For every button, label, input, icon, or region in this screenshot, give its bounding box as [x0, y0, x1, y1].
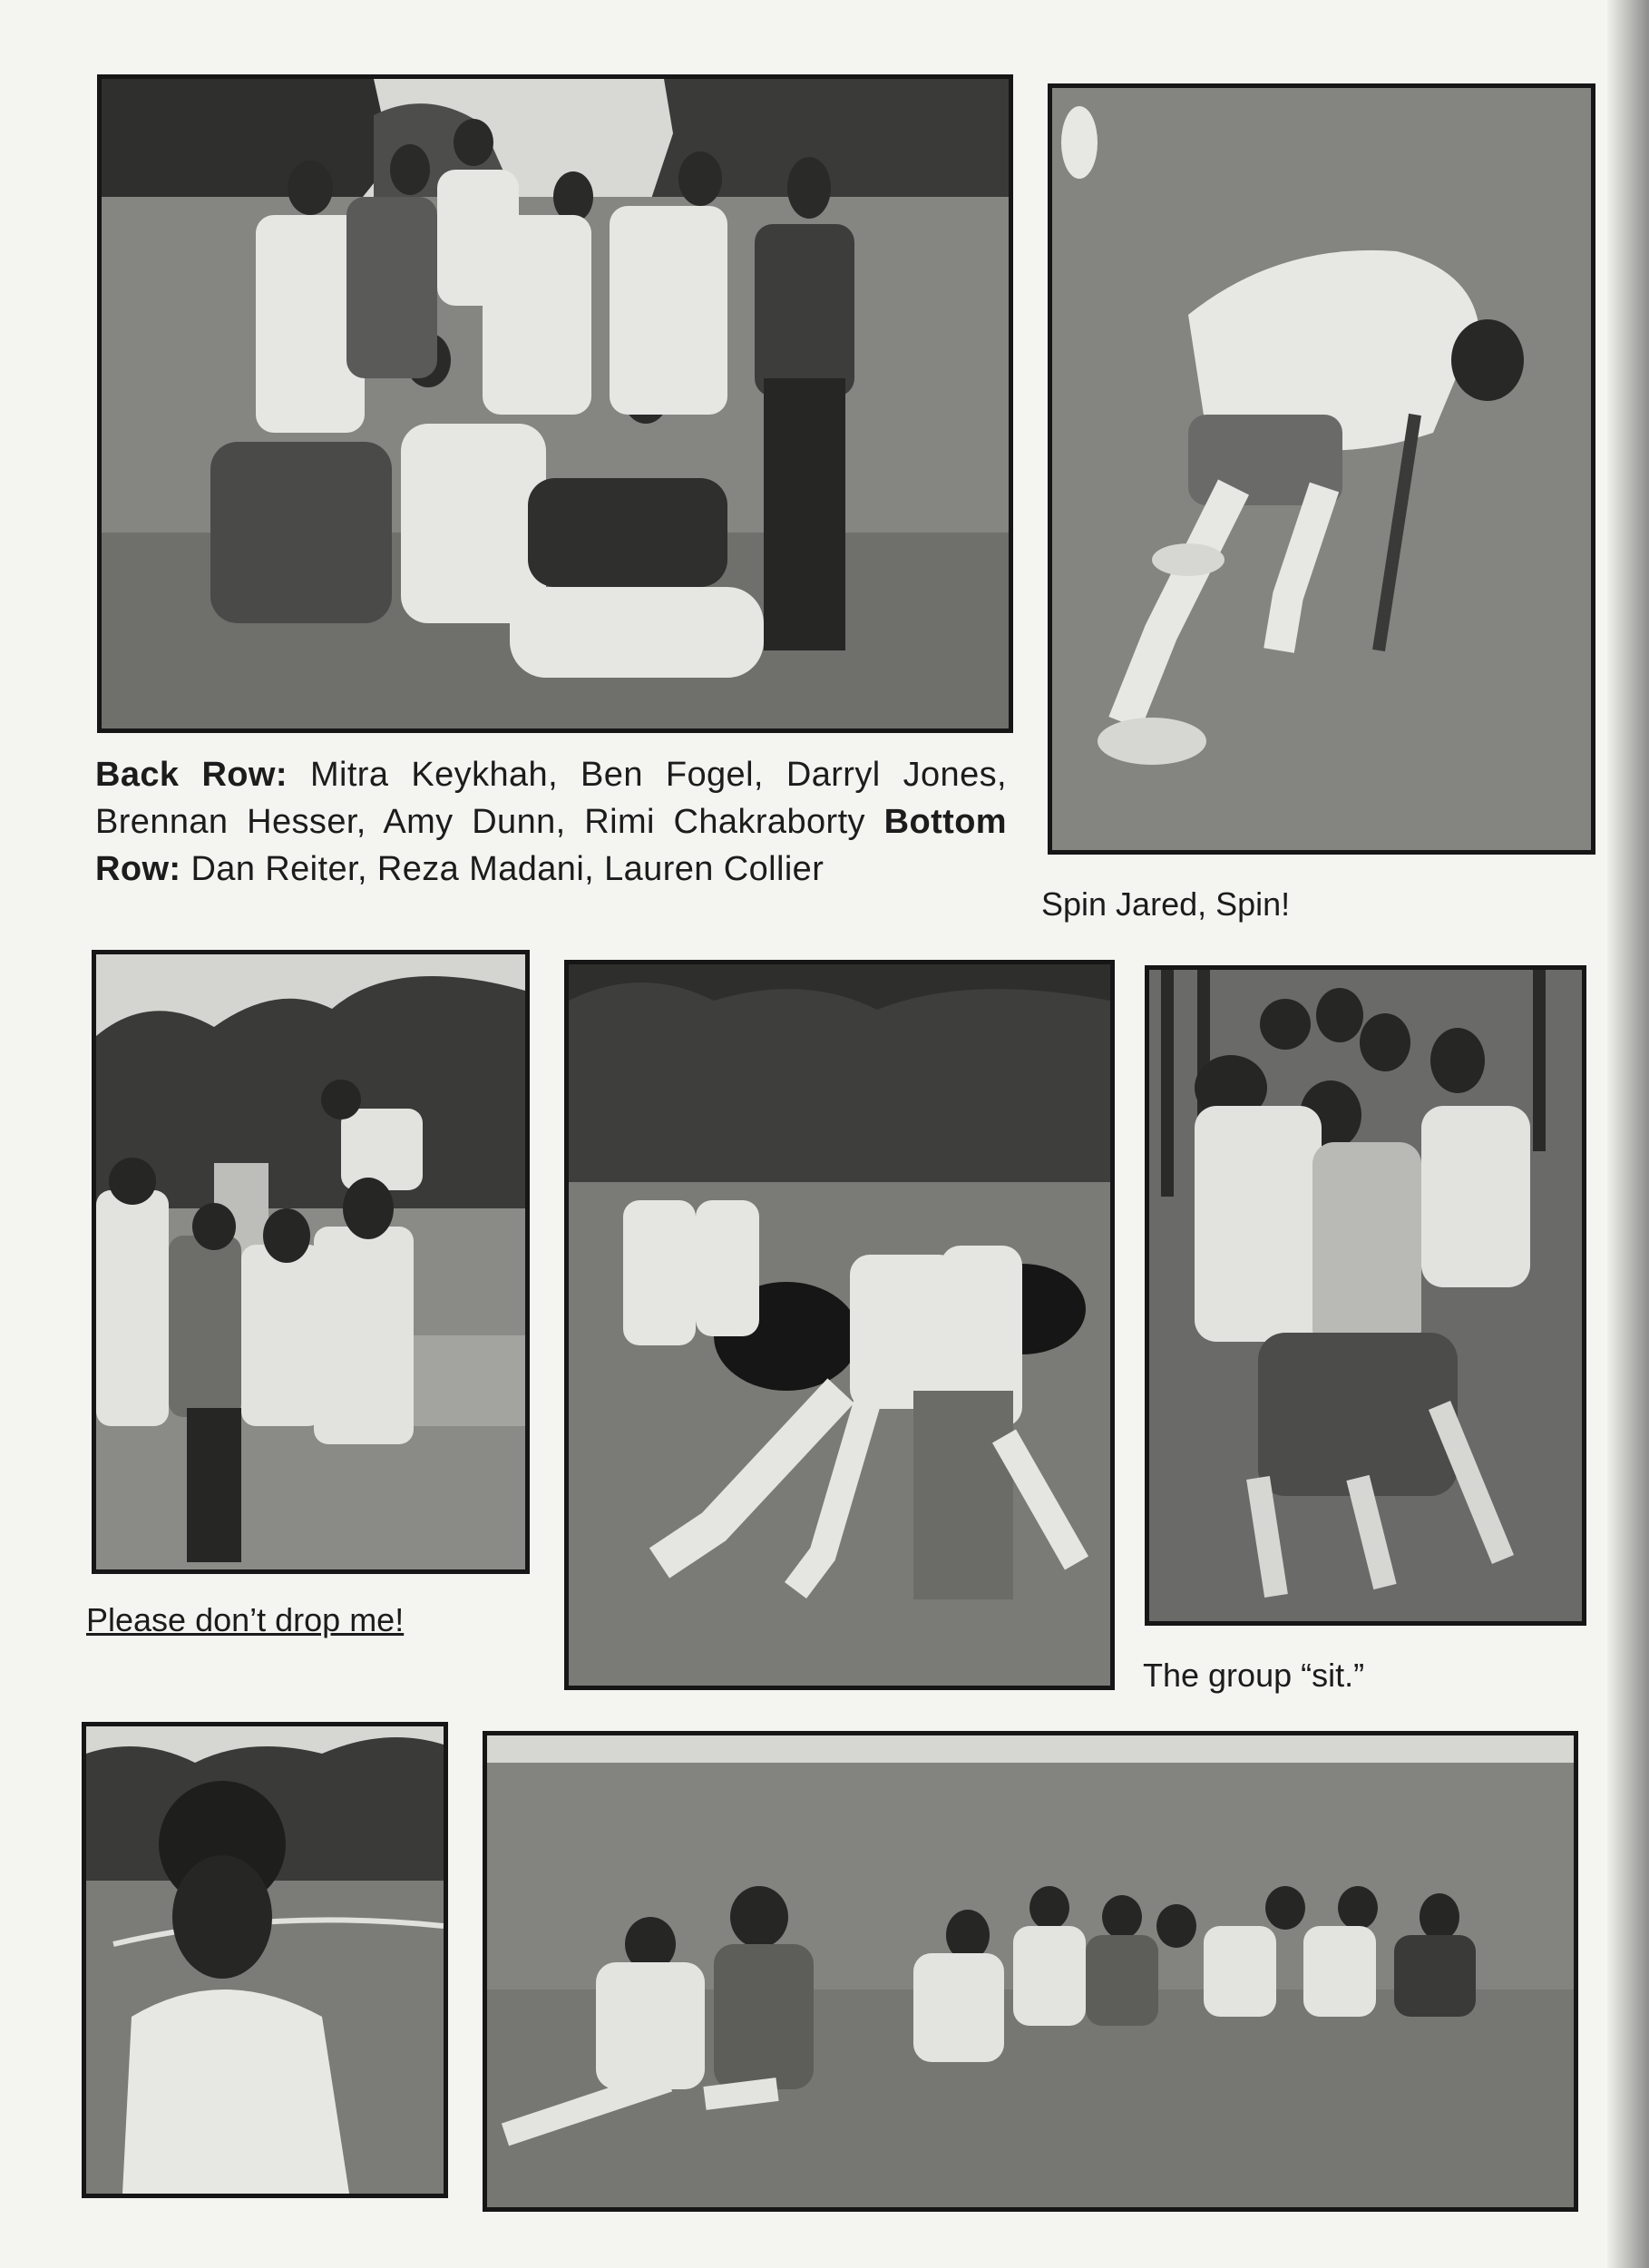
page-edge-shadow: [1607, 0, 1649, 2268]
back-row-names: Mitra Keykhah, Ben Fogel, Darryl Jones, Brennan Hesser, Amy Dunn, Rimi Chakraborty: [95, 756, 1007, 841]
group-portrait-caption: [95, 751, 1007, 893]
group-sit-photo: [1145, 965, 1586, 1626]
woman-portrait-photo: [82, 1722, 448, 2198]
spin-caption: Spin Jared, Spin!: [1041, 885, 1291, 923]
group-portrait-photo: [97, 74, 1013, 733]
bottom-row-label: Bottom Row:: [95, 803, 1007, 888]
tire-race-photo: [564, 960, 1115, 1690]
field-group-photo: [483, 1731, 1578, 2212]
drop-caption: Please don’t drop me!: [86, 1601, 405, 1638]
trust-fall-photo: [92, 950, 530, 1574]
bottom-row-names: Dan Reiter, Reza Madani, Lauren Collier: [190, 850, 824, 888]
spin-bat-photo: [1048, 83, 1595, 855]
sit-caption: The group “sit.”: [1143, 1657, 1365, 1694]
back-row-label: Back Row:: [95, 756, 288, 794]
